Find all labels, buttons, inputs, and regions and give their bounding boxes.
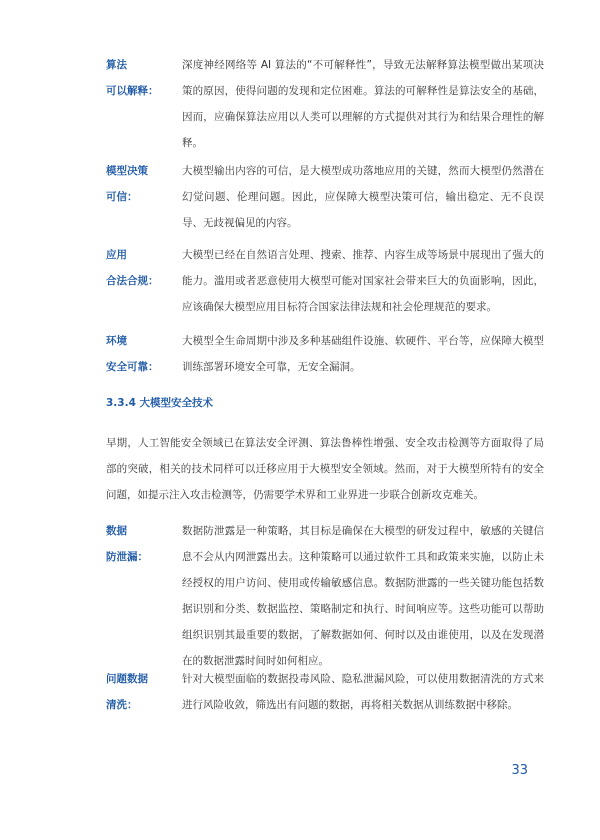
term-line: 可信： xyxy=(106,191,138,203)
section-heading: 3.3.4 大模型安全技术 xyxy=(106,397,214,409)
section-intro-paragraph: 早期，人工智能安全领域已在算法安全评测、算法鲁棒性增强、安全攻击检测等方面取得了局部的突破，相关的技术同样可以迁移应用于大模型安全领域。然而，对于大模型所特有的安全问题，如提示注入攻击检测等，仍需要学术界和工业界进一步联合创新攻克难关。 xyxy=(106,437,544,501)
term-line: 数据 xyxy=(106,525,127,537)
definition-application-compliance xyxy=(106,242,544,320)
term-line: 合法合规： xyxy=(106,275,159,287)
term-line: 清洗： xyxy=(106,699,138,711)
definition-model-decision-trusted xyxy=(106,158,544,236)
definition-term xyxy=(106,52,176,104)
page-number: 33 xyxy=(511,763,528,778)
definition-description: 深度神经网络等 AI 算法的“不可解释性”，导致无法解释算法模型做出某项决策的原因，使得问题的发现和定位困难。算法的可解释性是算法安全的基础，因而，应确保算法应用以人类可以理解的方式提供对其行为和结果合理性的解释。 xyxy=(182,59,544,149)
definition-term xyxy=(106,328,176,380)
term-line: 问题数据 xyxy=(106,673,148,685)
definition-environment-security xyxy=(106,328,544,380)
definition-description: 大模型全生命周期中涉及多种基础组件设施、软硬件、平台等，应保障大模型训练部署环境安全可靠，无安全漏洞。 xyxy=(182,335,544,373)
term-line: 可以解释： xyxy=(106,85,159,97)
definition-term xyxy=(106,666,176,718)
definition-description: 数据防泄露是一种策略，其目标是确保在大模型的研发过程中，敏感的关键信息不会从内网泄露出去。这种策略可以通过软件工具和政策来实施，以防止未经授权的用户访问、使用或传输敏感信息。数据防泄露的一些关键功能包括数据识别和分类、数据监控、策略制定和执行、时间响应等。这些功能可以帮助组织识别其最重要的数据，了解数据如何、何时以及由谁使用，以及在发现潜在的数据泄露时间时如何相应。 xyxy=(182,525,544,667)
term-line: 应用 xyxy=(106,249,127,261)
definition-data-leak-prevention xyxy=(106,518,544,674)
definition-algorithm-explainable xyxy=(106,52,544,156)
term-line: 算法 xyxy=(106,59,127,71)
definition-description: 大模型已经在自然语言处理、搜索、推荐、内容生成等场景中展现出了强大的能力。滥用或者恶意使用大模型可能对国家社会带来巨大的负面影响，因此，应该确保大模型应用目标符合国家法律法规和社会伦理规范的要求。 xyxy=(182,249,544,313)
term-line: 安全可靠： xyxy=(106,361,159,373)
definition-description: 大模型输出内容的可信，是大模型成功落地应用的关键，然而大模型仍然潜在幻觉问题、伦理问题。因此，应保障大模型决策可信，输出稳定、无不良误导、无歧视偏见的内容。 xyxy=(182,165,544,229)
definition-term xyxy=(106,158,176,210)
term-line: 环境 xyxy=(106,335,127,347)
definition-term xyxy=(106,242,176,294)
definition-term xyxy=(106,518,176,570)
definition-problem-data-cleaning xyxy=(106,666,544,718)
term-line: 防泄漏： xyxy=(106,551,148,563)
definition-description: 针对大模型面临的数据投毒风险、隐私泄漏风险，可以使用数据清洗的方式来进行风险收敛，筛选出有问题的数据，再将相关数据从训练数据中移除。 xyxy=(182,673,544,711)
term-line: 模型决策 xyxy=(106,165,148,177)
